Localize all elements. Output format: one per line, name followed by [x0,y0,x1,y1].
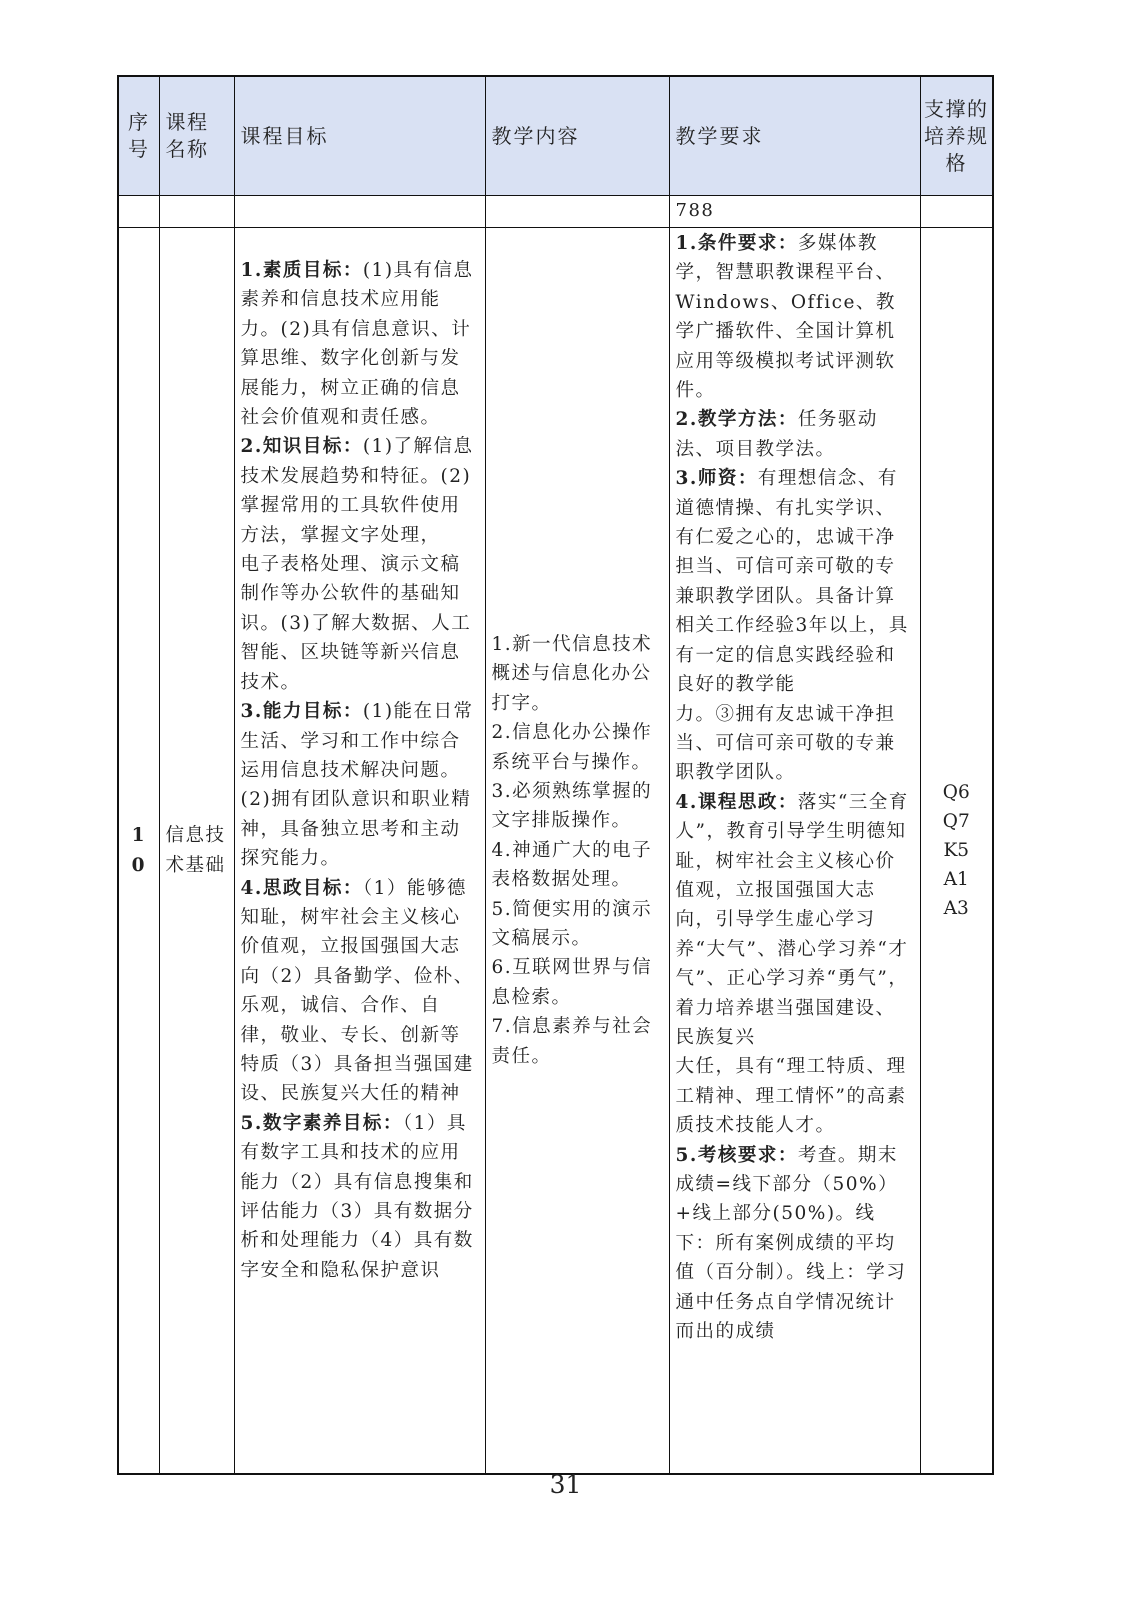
requirement-paragraph: 1.条件要求：多媒体教学，智慧职教课程平台、Windows、Office、教学广播软件、全国计算机应用等级模拟考试评测软件。 [675,233,896,402]
row-course-goals [234,228,485,1475]
content-item: 7.信息素养与社会责任。 [491,1016,653,1067]
carry-name-cell [159,196,234,228]
row-course-name: 信息技术基础 [159,228,234,1475]
support-code: K5 [943,840,970,861]
support-code: Q7 [942,811,970,832]
content-item: 4.神通广大的电子表格数据处理。 [491,839,653,891]
content-item: 1.新一代信息技术概述与信息化办公打字。 [491,633,653,714]
content-item: 3.必须熟练掌握的文字排版操作。 [491,780,653,832]
row-teaching-content [485,228,669,1475]
content-item: 2.信息化办公操作系统平台与操作。 [491,722,653,773]
support-code: A3 [943,898,969,919]
goal-paragraph: 2.知识目标：(1)了解信息技术发展趋势和特征。(2)掌握常用的工具软件使用方法，掌握文字处理， [240,436,474,546]
row-teaching-requirements [669,228,920,1475]
goal-paragraph: 5.数字素养目标：（1）具有数字工具和技术的应用能力（2）具有信息搜集和评估能力（3）具有数据分析和处理能力（4）具有数字安全和隐私保护意识 [240,1112,474,1281]
carry-requirements-cell: 788 [669,196,920,228]
page-number: 31 [549,1470,582,1499]
requirement-paragraph: 4.课程思政：落实“三全育人”，教育引导学生明德知耻，树牢社会主义核心价值观，立报国强国大志向，引导学生虚心学习养“大气”、潜心学习养“才气”、正心学习养“勇气”，着力培养堪当强国建设、民族复兴 [675,791,909,1048]
header-row [118,76,993,196]
course-table [117,75,994,1475]
carry-goals-cell [234,196,485,228]
header-support-spec: 支撑的培养规格 [920,76,993,196]
header-course-name: 课程名称 [159,76,234,196]
goal-paragraph: 4.思政目标：（1）能够德知耻，树牢社会主义核心价值观，立报国强国大志向（2）具备勤学、俭朴、乐观，诚信、合作、自律，敬业、专长、创新等特质（3）具备担当强国建设、民族复兴大任的精神 [240,877,474,1105]
row-support-spec [920,228,993,1475]
requirement-paragraph: 3.师资：有理想信念、有道德情操、有扎实学识、有仁爱之心的，忠诚干净担当、可信可亲可敬的专兼职教学团队。具备计算相关工作经验3年以上，具有一定的信息实践经验和良好的教学能 [675,468,909,696]
content-item: 6.互联网世界与信息检索。 [491,957,653,1008]
header-course-goals: 课程目标 [234,76,485,196]
row-seq: 10 [118,228,159,1475]
course-row [118,228,993,1475]
header-teaching-requirements: 教学要求 [669,76,920,196]
goal-paragraph: 电子表格处理、演示文稿制作等办公软件的基础知识。(3)了解大数据、人工智能、区块链等新兴信息技术。 [240,554,472,693]
header-teaching-content: 教学内容 [485,76,669,196]
carry-content-cell [485,196,669,228]
requirement-paragraph: 2.教学方法：任务驱动法、项目教学法。 [675,409,878,460]
content-item: 5.简便实用的演示文稿展示。 [491,898,653,950]
carry-over-row [118,196,993,228]
header-seq: 序号 [118,76,159,196]
carry-seq-cell [118,196,159,228]
carry-support-cell [920,196,993,228]
requirement-paragraph: 力。③拥有友忠诚干净担当、可信可亲可敬的专兼职教学团队。 [675,703,896,784]
requirement-paragraph: 5.考核要求：考查。期末成绩=线下部分（50%）+线上部分(50%)。线下：所有案例成绩的平均值（百分制）。线上：学习通中任务点自学情况统计而出的成绩 [675,1144,907,1343]
goal-paragraph: 1.素质目标：(1)具有信息素养和信息技术应用能力。(2)具有信息意识、计算思维、数字化创新与发展能力，树立正确的信息社会价值观和责任感。 [240,260,474,429]
requirement-paragraph: 大任，具有“理工特质、理工精神、理工情怀”的高素质技术技能人才。 [675,1056,907,1137]
goal-paragraph: 3.能力目标：(1)能在日常生活、学习和工作中综合运用信息技术解决问题。(2)拥有团队意识和职业精神，具备独立思考和主动探究能力。 [240,701,474,870]
support-code: Q6 [942,782,970,803]
support-code: A1 [943,869,969,890]
